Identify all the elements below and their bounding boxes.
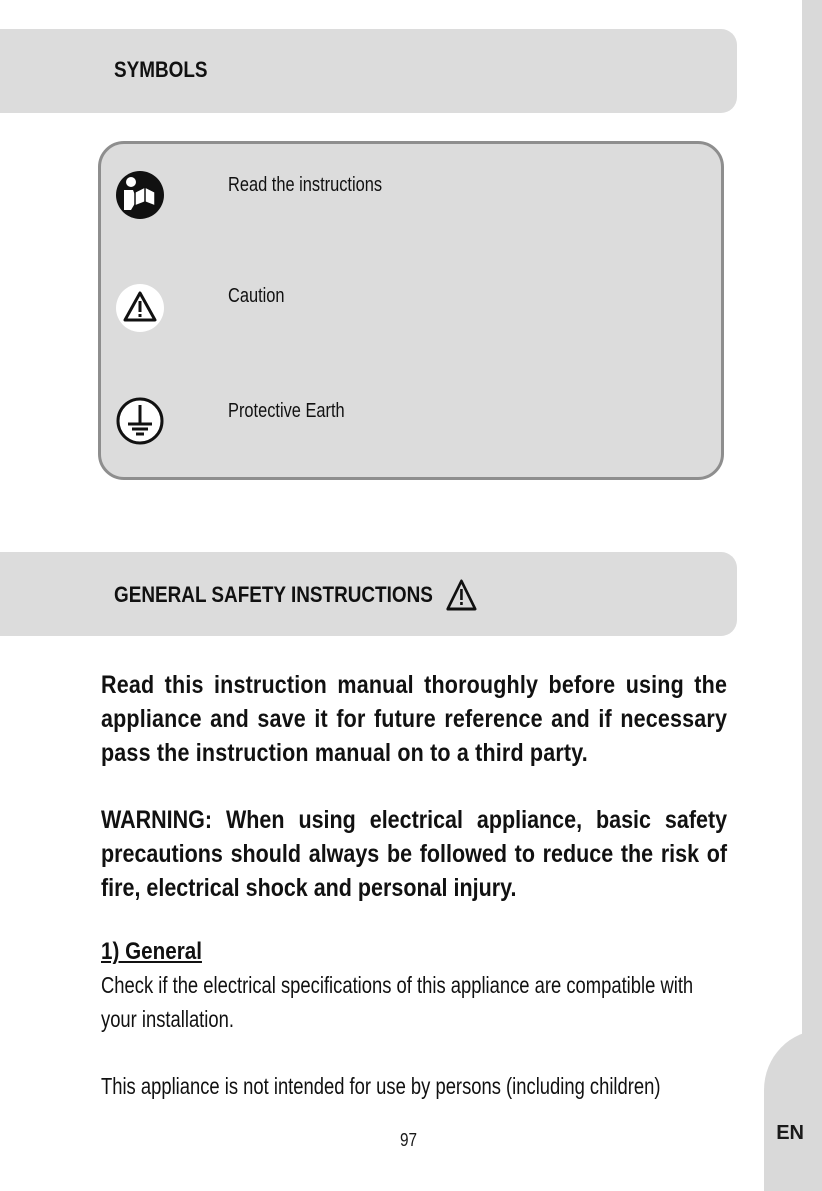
symbol-row-protective-earth [101, 396, 721, 456]
symbol-label-caution: Caution [228, 285, 285, 307]
safety-title: GENERAL SAFETY INSTRUCTIONS [114, 582, 433, 607]
symbol-label-read-instructions: Read the instructions [228, 174, 383, 196]
warning-triangle-icon [445, 578, 478, 612]
intro-paragraph: Read this instruction manual thoroughly before using the appliance and save it for future reference and if necessary pass the instruction manual on to a third party. [101, 671, 728, 767]
symbols-box [98, 141, 724, 480]
symbol-row-caution [101, 283, 721, 343]
symbols-header-band [0, 29, 737, 113]
caution-icon [115, 283, 165, 333]
symbols-title: SYMBOLS [114, 57, 208, 82]
page-number: 97 [400, 1130, 418, 1150]
warning-paragraph: WARNING: When using electrical appliance, basic safety precautions should always be followed to reduce the risk of fire, electrical shock and personal injury. [101, 806, 728, 902]
side-tab-strip [802, 0, 822, 1191]
protective-earth-icon [115, 396, 165, 446]
symbol-label-protective-earth: Protective Earth [228, 400, 345, 422]
safety-title-group [114, 578, 478, 612]
persons-text: This appliance is not intended for use by persons (including children) [101, 1073, 661, 1099]
safety-header-band [0, 552, 737, 636]
general-section [101, 936, 727, 1036]
warning-paragraph-block [101, 803, 727, 905]
language-tab [764, 1030, 822, 1191]
persons-paragraph-block [101, 1069, 727, 1103]
general-heading: 1) General [101, 938, 202, 965]
language-label: EN [776, 1122, 804, 1144]
intro-paragraph-block [101, 668, 727, 770]
read-instructions-icon [115, 170, 165, 220]
general-text: Check if the electrical specifications of this appliance are compatible with your installation. [101, 972, 694, 1032]
symbol-row-read-instructions [101, 170, 721, 230]
